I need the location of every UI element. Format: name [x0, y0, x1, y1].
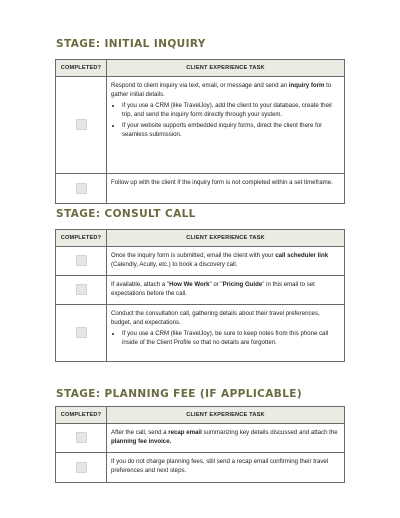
column-header-completed: COMPLETED?	[56, 407, 107, 424]
checkbox-cell	[56, 305, 107, 362]
task-text: If you do not charge planning fees, still send a recap email confirming their travel preferences and next steps.	[111, 458, 329, 474]
task-cell	[107, 247, 345, 276]
task-bullet-list	[111, 102, 338, 139]
task-table-initial-inquiry	[55, 59, 345, 204]
task-checkbox[interactable]	[76, 327, 87, 338]
task-text: If available, attach a "How We Work" or "Pricing Guide" in this email to set expectations before the call.	[111, 281, 315, 297]
checkbox-cell	[56, 174, 107, 204]
task-text: After the call, send a recap email summarizing key details discussed and attach the planning fee invoice.	[111, 429, 338, 445]
column-header-completed: COMPLETED?	[56, 60, 107, 77]
table-header-row	[56, 60, 345, 77]
task-table-consult-call	[55, 229, 345, 362]
task-text: Conduct the consultation call, gathering details about their travel preferences, budget, and expectations.	[111, 310, 320, 326]
task-checkbox[interactable]	[76, 432, 87, 443]
task-bullet: • If you use a CRM (like TravelJoy), be sure to keep notes from this phone call inside of the Client Profile so that no details are forgotten.	[122, 330, 338, 347]
task-cell	[107, 174, 345, 204]
task-text: Follow up with the client if the inquiry form is not completed within a set timeframe.	[111, 179, 333, 186]
task-table-planning-fee	[55, 406, 345, 483]
checkbox-cell	[56, 424, 107, 453]
table-row	[56, 276, 345, 305]
table-row	[56, 77, 345, 174]
task-text: Respond to client inquiry via text, email, or message and send an inquiry form to gather initial details.	[111, 82, 332, 98]
table-header-row	[56, 230, 345, 247]
task-cell	[107, 305, 345, 362]
task-bullet-list	[111, 330, 338, 347]
task-cell	[107, 453, 345, 483]
task-checkbox[interactable]	[76, 119, 87, 130]
task-cell	[107, 424, 345, 453]
task-text: Once the inquiry form is submitted, email the client with your call scheduler link (Calendly, Acuity, etc.) to book a discovery call.	[111, 252, 329, 268]
task-bullet: • If your website supports embedded inquiry forms, direct the client there for seamless submission.	[122, 122, 338, 139]
table-row	[56, 453, 345, 483]
checkbox-cell	[56, 247, 107, 276]
table-row	[56, 174, 345, 204]
task-checkbox[interactable]	[76, 462, 87, 473]
table-row	[56, 305, 345, 362]
column-header-task: CLIENT EXPERIENCE TASK	[107, 230, 345, 247]
task-cell	[107, 77, 345, 174]
column-header-task: CLIENT EXPERIENCE TASK	[107, 407, 345, 424]
column-header-completed: COMPLETED?	[56, 230, 107, 247]
task-checkbox[interactable]	[76, 183, 87, 194]
stage-title-initial-inquiry: STAGE: INITIAL INQUIRY	[56, 38, 206, 50]
checkbox-cell	[56, 453, 107, 483]
stage-title-consult-call: STAGE: CONSULT CALL	[56, 208, 196, 220]
checkbox-cell	[56, 77, 107, 174]
task-checkbox[interactable]	[76, 284, 87, 295]
table-row	[56, 424, 345, 453]
stage-title-planning-fee: STAGE: PLANNING FEE (IF APPLICABLE)	[56, 388, 303, 400]
task-bullet: • If you use a CRM (like TravelJoy), add the client to your database, create their trip, and send the inquiry form directly through your system.	[122, 102, 338, 119]
table-header-row	[56, 407, 345, 424]
column-header-task: CLIENT EXPERIENCE TASK	[107, 60, 345, 77]
task-checkbox[interactable]	[76, 255, 87, 266]
task-cell	[107, 276, 345, 305]
table-row	[56, 247, 345, 276]
checkbox-cell	[56, 276, 107, 305]
